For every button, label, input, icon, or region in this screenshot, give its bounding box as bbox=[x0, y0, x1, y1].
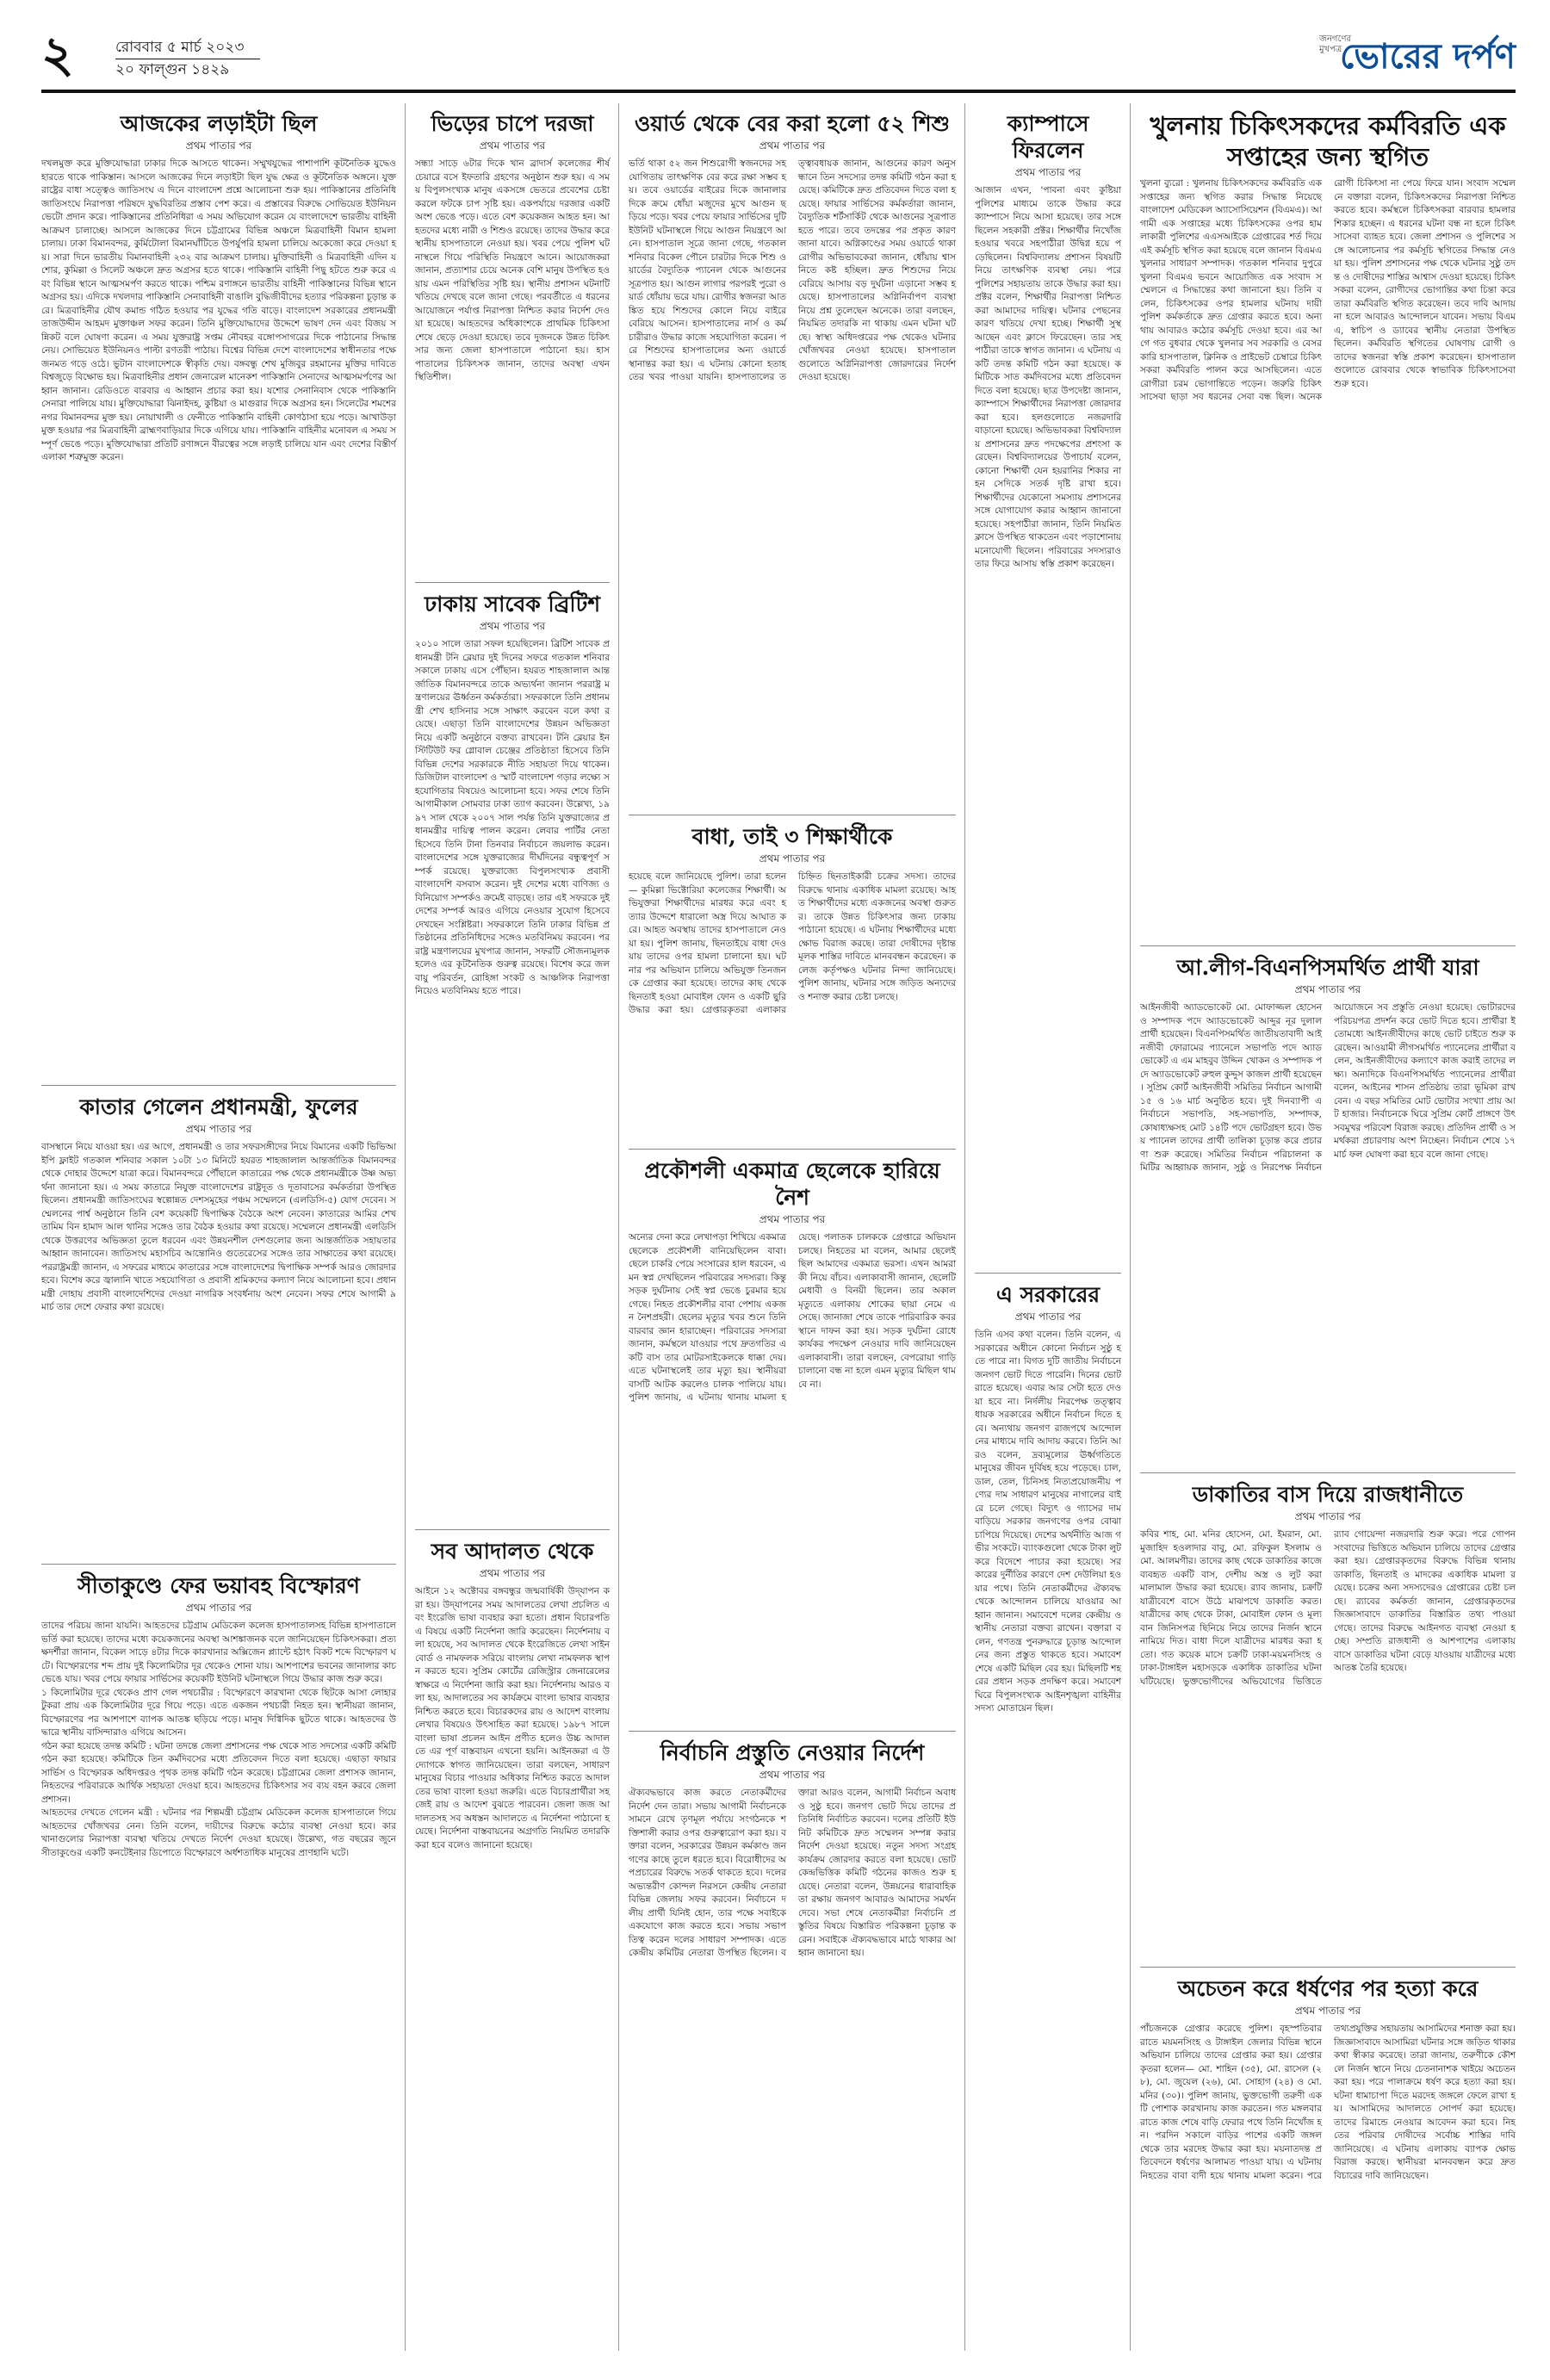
date-bengali: ২০ ফাল্গুন ১৪২৯ bbox=[115, 61, 230, 78]
article-body: তাদের পরিচয় জানা যায়নি। আহতদের চট্টগ্রাম মেডিকেল কলেজ হাসপাতালসহ বিভিন্ন হাসপাতালে ভর্তি করা হয়েছে। তাদের মধ্যে কয়েকজনের অবস্থা আশঙ্কাজনক বলে জানিয়েছেন চিকিৎসকরা। প্রত্যক্ষদর্শীরা জানান, বিকেল সাড়ে ৪টার দিকে কারখানার অক্সিজেন প্ল্যান্টে হঠাৎ বিকট শব্দে বিস্ফোরণ ঘটে। বিস্ফোরণের শব্দ প্রায় দুই কিলোমিটার দূর থেকেও শোনা যায়। আশপাশের ভবনের জানালার কাচ ভেঙে যায়। খবর পেয়ে ফায়ার সার্ভিসের কয়েকটি ইউনিট ঘটনাস্থলে গিয়ে উদ্ধার কাজ শুরু করে। ১ কিলোমিটার দূরে থেকেও প্রাণ গেল পথচারীর : বিস্ফোরণে কারখানা থেকে ছিটকে আসা লোহার টুকরা প্রায় এক কিলোমিটার দূরে গিয়ে পড়ে। এতে একজন পথচারী নিহত হন। স্থানীয়রা জানান, বিস্ফোরণের পর আশপাশে ব্যাপক আতঙ্ক ছড়িয়ে পড়ে। মানুষ দিগ্বিদিক ছুটতে থাকে। আহতদের উদ্ধারে স্থানীয় বাসিন্দারাও এগিয়ে আসেন। গঠন করা হয়েছে তদন্ত কমিটি : ঘটনা তদন্তে জেলা প্রশাসনের পক্ষ থেকে সাত সদস্যের একটি কমিটি গঠন করা হয়েছে। কমিটিকে তিন কর্মদিবসের মধ্যে প্রতিবেদন দিতে বলা হয়েছে। এছাড়া ফায়ার সার্ভিস ও বিস্ফোরক অধিদপ্তরও পৃথক তদন্ত কমিটি গঠন করেছে। চট্টগ্রামের জেলা প্রশাসক জানান, নিহতদের পরিবারকে আর্থিক সহায়তা দেওয়া হবে। আহতদের চিকিৎসার সব ব্যয় বহন করবে জেলা প্রশাসন। আহতদের দেখতে গেলেন মন্ত্রী : ঘটনার পর শিল্পমন্ত্রী চট্টগ্রাম মেডিকেল কলেজ হাসপাতালে গিয়ে আহতদের খোঁজখবর নেন। তিনি বলেন, দায়ীদের বিরুদ্ধে কঠোর ব্যবস্থা নেওয়া হবে। কারখানাগুলোর নিরাপত্তা ব্যবস্থা খতিয়ে দেখতে নির্দেশ দেওয়া হয়েছে। উল্লেখ্য, গত বছরের জুনে সীতাকুণ্ডের একটি কনটেইনার ডিপোতে বিস্ফোরণে অর্ধশতাধিক মানুষের প্রাণহানি ঘটে। bbox=[41, 1621, 396, 1858]
article-campus-return bbox=[975, 110, 1125, 1266]
article-body: তিনি এসব কথা বলেন। তিনি বলেন, এ সরকারের অধীনে কোনো নির্বাচন সুষ্ঠু হতে পারে না। বিগত দুটি জাতীয় নির্বাচনে জনগণ ভোট দিতে পারেনি। দিনের ভোট রাতে হয়েছে। এবার আর সেটা হতে দেওয়া হবে না। নির্দলীয় নিরপেক্ষ তত্ত্বাবধায়ক সরকারের অধীনে নির্বাচন দিতে হবে। অন্যথায় জনগণ রাজপথে আন্দোলনের মাধ্যমে দাবি আদায় করবে। তিনি আরও বলেন, দ্রব্যমূল্যের ঊর্ধ্বগতিতে মানুষের জীবন দুর্বিষহ হয়ে পড়েছে। চাল, ডাল, তেল, চিনিসহ নিত্যপ্রয়োজনীয় পণ্যের দাম সাধারণ মানুষের নাগালের বাইরে চলে গেছে। বিদ্যুৎ ও গ্যাসের দাম বাড়িয়ে সরকার জনগণের ওপর বোঝা চাপিয়ে দিয়েছে। দেশের অর্থনীতি আজ গভীর সংকটে। ব্যাংকগুলো থেকে টাকা লুট করে বিদেশে পাচার করা হয়েছে। সরকারের দুর্নীতির কারণে দেশ দেউলিয়া হওয়ার পথে। তিনি নেতাকর্মীদের ঐক্যবদ্ধ থেকে আন্দোলন চালিয়ে যাওয়ার আহ্বান জানান। সমাবেশে দলের কেন্দ্রীয় ও স্থানীয় নেতারা বক্তব্য রাখেন। বক্তারা বলেন, গণতন্ত্র পুনরুদ্ধারে চূড়ান্ত আন্দোলনের জন্য প্রস্তুত থাকতে হবে। সমাবেশ শেষে একটি মিছিল বের হয়। মিছিলটি শহরের প্রধান সড়ক প্রদক্ষিণ করে। সমাবেশ ঘিরে বিপুলসংখ্যক আইনশৃঙ্খলা বাহিনীর সদস্য মোতায়েন ছিল। bbox=[975, 1329, 1125, 1714]
section-divider bbox=[975, 1273, 1121, 1274]
column-divider bbox=[405, 103, 406, 2351]
article-robbery-bus bbox=[1140, 1481, 1519, 1960]
article-engineer-son bbox=[629, 1157, 959, 1724]
article-byline: প্রথম পাতার পর bbox=[1294, 1510, 1361, 1522]
article-byline: প্রথম পাতার পর bbox=[185, 1123, 252, 1135]
section-divider bbox=[629, 1149, 956, 1150]
article-body: ঐক্যবদ্ধভাবে কাজ করতে নেতাকর্মীদের নির্দেশ দেন তারা। সভায় আগামী নির্বাচনকে সামনে রেখে তৃণমূল পর্যায়ে সংগঠনকে শক্তিশালী করার ওপর গুরুত্বারোপ করা হয়। বক্তারা বলেন, সরকারের উন্নয়ন কর্মকাণ্ড জনগণের কাছে তুলে ধরতে হবে। বিরোধীদের অপপ্রচারের বিরুদ্ধে সতর্ক থাকতে হবে। দলের অভ্যন্তরীণ কোন্দল নিরসনে কেন্দ্রীয় নেতারা বিভিন্ন জেলায় সফর করবেন। নির্বাচনে দলীয় প্রার্থী যিনিই হোন, তার পক্ষে সবাইকে একযোগে কাজ করতে হবে। সভায় সভাপতিত্ব করেন দলের সাধারণ সম্পাদক। এতে কেন্দ্রীয় কমিটির নেতারা উপস্থিত ছিলেন। বক্তারা আরও বলেন, আগামী নির্বাচন অবাধ ও সুষ্ঠু হবে। জনগণ ভোট দিয়ে তাদের প্রতিনিধি নির্বাচিত করবেন। দলের প্রতিটি ইউনিট কমিটিকে দ্রুত সম্মেলন সম্পন্ন করার নির্দেশ দেওয়া হয়েছে। নতুন সদস্য সংগ্রহ কার্যক্রম জোরদার করতে বলা হয়েছে। ভোটকেন্দ্রভিত্তিক কমিটি গঠনের কাজও শুরু হয়েছে। নেতারা বলেন, উন্নয়নের ধারাবাহিকতা রক্ষায় জনগণ আবারও আমাদের সমর্থন দেবে। সভা শেষে নেতাকর্মীরা নির্বাচনি প্রস্তুতির বিষয়ে বিস্তারিত পরিকল্পনা চূড়ান্ত করেন। সবাইকে ঐক্যবদ্ধভাবে মাঠে থাকার আহ্বান জানানো হয়। bbox=[629, 1788, 959, 1958]
article-body: সন্ধ্যা সাড়ে ৬টার দিকে খান ব্রাদার্স কলেজের শীর্ষচেয়ারে বসে ইফতারি গ্রহণের অনুষ্ঠান শুরু হয়। এ সময় বিপুলসংখ্যক মানুষ একসঙ্গে ভেতরে প্রবেশের চেষ্টা করলে ফটকে চাপ সৃষ্টি হয়। একপর্যায়ে দরজার একটি অংশ ভেঙে পড়ে। এতে বেশ কয়েকজন আহত হন। আহতদের মধ্যে নারী ও শিশুও রয়েছে। তাদের উদ্ধার করে স্থানীয় হাসপাতালে নেওয়া হয়। খবর পেয়ে পুলিশ ঘটনাস্থলে গিয়ে পরিস্থিতি নিয়ন্ত্রণে আনে। আয়োজকরা জানান, প্রত্যাশার চেয়ে অনেক বেশি মানুষ উপস্থিত হওয়ায় এমন পরিস্থিতির সৃষ্টি হয়। স্থানীয় প্রশাসন ঘটনাটি খতিয়ে দেখছে বলে জানা গেছে। পরবর্তীতে এ ধরনের আয়োজনে পর্যাপ্ত নিরাপত্তা নিশ্চিত করার নির্দেশ দেওয়া হয়েছে। আহতদের অধিকাংশকে প্রাথমিক চিকিৎসা শেষে ছেড়ে দেওয়া হয়েছে। তবে দুজনকে উন্নত চিকিৎসার জন্য জেলা হাসপাতালে পাঠানো হয়। হাসপাতালের চিকিৎসক জানান, তাদের অবস্থা এখন স্থিতিশীল। bbox=[415, 158, 613, 382]
article-headline: সব আদালত থেকে bbox=[431, 1539, 594, 1564]
article-byline: প্রথম পাতার পর bbox=[1294, 983, 1361, 995]
article-headline: নির্বাচনি প্রস্তুতি নেওয়ার নির্দেশ bbox=[660, 1740, 925, 1765]
date-gregorian: রোববার ৫ মার্চ ২০২৩ bbox=[115, 39, 245, 56]
article-byline: প্রথম পাতার পর bbox=[759, 852, 826, 865]
section-divider bbox=[415, 582, 610, 583]
article-election-prep bbox=[629, 1739, 959, 2351]
article-byline: প্রথম পাতার পর bbox=[1294, 2005, 1361, 2017]
article-body: আজান এখন, 'পাবনা এবং কুষ্টিয়া পুলিশের মাধ্যমে তাকে উদ্ধার করে ক্যাম্পাসে নিয়ে আসা হয়েছে। তার সঙ্গে ছিলেন সহকারী প্রক্টর। শিক্ষার্থীর নিখোঁজ হওয়ার খবরে সহপাঠীরা উদ্বিগ্ন হয়ে পড়েছিলেন। বিশ্ববিদ্যালয় প্রশাসন বিষয়টি নিয়ে তাৎক্ষণিক ব্যবস্থা নেয়। পরে পুলিশের সহায়তায় তাকে উদ্ধার করা হয়। প্রক্টর বলেন, শিক্ষার্থীর নিরাপত্তা নিশ্চিত করা আমাদের দায়িত্ব। ঘটনার পেছনের কারণ খতিয়ে দেখা হচ্ছে। শিক্ষার্থী সুস্থ আছেন এবং ক্লাসে ফিরেছেন। তার সহপাঠীরা তাকে স্বাগত জানান। এ ঘটনায় একটি তদন্ত কমিটি গঠন করা হয়েছে। কমিটিকে সাত কর্মদিবসের মধ্যে প্রতিবেদন দিতে বলা হয়েছে। ছাত্র উপদেষ্টা জানান, ক্যাম্পাসে শিক্ষার্থীদের নিরাপত্তা জোরদার করা হবে। হলগুলোতে নজরদারি বাড়ানো হয়েছে। অভিভাবকরা বিশ্ববিদ্যালয় প্রশাসনের দ্রুত পদক্ষেপের প্রশংসা করেছেন। বিশ্ববিদ্যালয়ের উপাচার্য বলেন, কোনো শিক্ষার্থী যেন হয়রানির শিকার না হন সেদিকে সতর্ক দৃষ্টি রাখা হবে। শিক্ষার্থীদের যেকোনো সমস্যায় প্রশাসনের সঙ্গে যোগাযোগ করার আহ্বান জানানো হয়েছে। সহপাঠীরা জানান, তিনি নিয়মিত ক্লাসে উপস্থিত থাকতেন এবং পড়াশোনায় মনোযোগী ছিলেন। পরিবারের সদস্যরাও তার ফিরে আসায় স্বস্তি প্রকাশ করেছেন। bbox=[975, 185, 1125, 569]
article-byline: প্রথম পাতার পর bbox=[479, 139, 546, 152]
article-three-students bbox=[629, 823, 959, 1142]
article-byline: প্রথম পাতার পর bbox=[185, 1602, 252, 1614]
section-divider bbox=[41, 1085, 396, 1086]
article-headline: অচেতন করে ধর্ষণের পর হত্যা করে bbox=[1177, 1976, 1479, 2001]
article-sitakunda-blast bbox=[41, 1572, 396, 2351]
article-headline: ভিড়ের চাপে দরজা bbox=[431, 111, 594, 136]
logo-tagline: জনগণের মুখপত্র bbox=[1319, 34, 1352, 54]
column-divider bbox=[1130, 103, 1131, 2351]
section-divider bbox=[41, 1564, 396, 1565]
article-body: আইনজীবী অ্যাডভোকেট মো. মোফাজ্জল হোসেন ও সম্পাদক পদে অ্যাডভোকেট আব্দুর নূর দুলাল প্রার্থী হয়েছেন। বিএনপিসমর্থিত জাতীয়তাবাদী আইনজীবী ফোরামের প্যানেলে সভাপতি পদে অ্যাডভোকেট এ এম মাহবুব উদ্দিন খোকন ও সম্পাদক পদে অ্যাডভোকেট রুহুল কুদ্দুস কাজল প্রার্থী হয়েছেন। সুপ্রিম কোর্ট আইনজীবী সমিতির নির্বাচন আগামী ১৫ ও ১৬ মার্চ অনুষ্ঠিত হবে। দুই দিনব্যাপী এ নির্বাচনে সভাপতি, সহ-সভাপতি, সম্পাদক, কোষাধ্যক্ষসহ মোট ১৪টি পদে ভোটগ্রহণ হবে। উভয় প্যানেল তাদের প্রার্থী তালিকা চূড়ান্ত করে প্রচারণা শুরু করেছে। সমিতির নির্বাচন পরিচালনা কমিটির আহ্বায়ক জানান, সুষ্ঠু ও নিরপেক্ষ নির্বাচন আয়োজনে সব প্রস্তুতি নেওয়া হয়েছে। ভোটারদের পরিচয়পত্র প্রদর্শন করে ভোট দিতে হবে। প্রার্থীরা ইতোমধ্যে আইনজীবীদের কাছে ভোট চাইতে শুরু করেছেন। আওয়ামী লীগসমর্থিত প্যানেলের প্রার্থীরা বলেন, আইনজীবীদের কল্যাণে কাজ করাই তাদের লক্ষ্য। অন্যদিকে বিএনপিসমর্থিত প্যানেলের প্রার্থীরা বলেন, আইনের শাসন প্রতিষ্ঠায় তারা ভূমিকা রাখবেন। এ বছর সমিতির মোট ভোটার সংখ্যা প্রায় আট হাজার। নির্বাচনকে ঘিরে সুপ্রিম কোর্ট প্রাঙ্গণে উৎসবমুখর পরিবেশ বিরাজ করছে। প্রতিদিন প্রার্থী ও সমর্থকরা প্রচারণায় অংশ নিচ্ছেন। নির্বাচন শেষে ১৭ মার্চ ফল ঘোষণা করা হবে বলে জানা গেছে। bbox=[1140, 1002, 1519, 1173]
article-body: হয়েছে বলে জানিয়েছে পুলিশ। তারা হলেন— কুমিল্লা ভিক্টোরিয়া কলেজের শিক্ষার্থী। অভিযুক্তরা শিক্ষার্থীদের মারধর করে এবং হত্যার উদ্দেশে ধারালো অস্ত্র দিয়ে আঘাত করে। আহত অবস্থায় তাদের হাসপাতালে নেওয়া হয়। পুলিশ জানায়, ছিনতাইয়ে বাধা দেওয়ায় তাদের ওপর হামলা চালানো হয়। ঘটনার পর অভিযান চালিয়ে অভিযুক্ত তিনজনকে গ্রেপ্তার করা হয়েছে। তাদের কাছ থেকে ছিনতাই হওয়া মোবাইল ফোন ও একটি ছুরি উদ্ধার করা হয়। গ্রেপ্তারকৃতরা এলাকার চিহ্নিত ছিনতাইকারী চক্রের সদস্য। তাদের বিরুদ্ধে থানায় একাধিক মামলা রয়েছে। আহত শিক্ষার্থীদের মধ্যে একজনের অবস্থা গুরুতর। তাকে উন্নত চিকিৎসার জন্য ঢাকায় পাঠানো হয়েছে। এ ঘটনায় শিক্ষার্থীদের মধ্যে ক্ষোভ বিরাজ করছে। তারা দোষীদের দৃষ্টান্তমূলক শাস্তির দাবিতে মানববন্ধন করেছেন। কলেজ কর্তৃপক্ষও ঘটনার নিন্দা জানিয়েছে। পুলিশ জানায়, ঘটনার সঙ্গে জড়িত অন্যদেরও শনাক্ত করার চেষ্টা চলছে। bbox=[629, 871, 959, 1015]
article-headline: খুলনায় চিকিৎসকদের কর্মবিরতি এক সপ্তাহের জন্য স্থগিত bbox=[1150, 111, 1506, 171]
article-byline: প্রথম পাতার পর bbox=[759, 1213, 826, 1225]
article-body: বাসস্থানে নিয়ে যাওয়া হয়। এর আগে, প্রধানমন্ত্রী ও তার সফরসঙ্গীদের নিয়ে বিমানের একটি ভিভিআইপি ফ্লাইট গতকাল শনিবার সকাল ১০টা ১৩ মিনিটে হযরত শাহজালাল আন্তর্জাতিক বিমানবন্দর থেকে দোহার উদ্দেশে যাত্রা করে। বিমানবন্দরে পৌঁছালে কাতারের পক্ষ থেকে প্রধানমন্ত্রীকে উষ্ণ অভ্যর্থনা জানানো হয়। এ সময় কাতারে নিযুক্ত বাংলাদেশের রাষ্ট্রদূত ও দূতাবাসের কর্মকর্তারা উপস্থিত ছিলেন। প্রধানমন্ত্রী জাতিসংঘের স্বল্পোন্নত দেশসমূহের পঞ্চম সম্মেলনে (এলডিসি-৫) যোগ দেবেন। সম্মেলনের পার্শ্ব অনুষ্ঠানে তিনি বেশ কয়েকটি দ্বিপাক্ষিক বৈঠকে অংশ নেবেন। কাতারের আমির শেখ তামিম বিন হামাদ আল থানির সঙ্গেও তার বৈঠক হওয়ার কথা রয়েছে। সম্মেলনে প্রধানমন্ত্রী এলডিসি থেকে উত্তরণের অভিজ্ঞতা তুলে ধরবেন এবং উন্নয়নশীল দেশগুলোর জন্য আন্তর্জাতিক সহায়তার আহ্বান জানাবেন। জাতিসংঘ মহাসচিব আন্তোনিও গুতেরেসের সঙ্গেও তার সাক্ষাতের কথা রয়েছে। পররাষ্ট্রমন্ত্রী জানান, এ সফরের মাধ্যমে কাতারের সঙ্গে বাংলাদেশের দ্বিপাক্ষিক সম্পর্ক আরও জোরদার হবে। বিশেষ করে জ্বালানি খাতে সহযোগিতা ও প্রবাসী শ্রমিকদের কল্যাণ নিয়ে আলোচনা হবে। প্রধানমন্ত্রী দোহায় প্রবাসী বাংলাদেশিদের দেওয়া নাগরিক সংবর্ধনায় অংশ নেবেন। সফর শেষে আগামী ৯ মার্চ তার দেশে ফেরার কথা রয়েছে। bbox=[41, 1142, 400, 1312]
header-rule bbox=[41, 90, 1516, 93]
article-body: অন্যের দেনা করে লেখাপড়া শিখিয়ে একমাত্র ছেলেকে প্রকৌশলী বানিয়েছিলেন বাবা। ছেলে চাকরি পেয়ে সংসারের হাল ধরবেন, এমন স্বপ্ন দেখছিলেন পরিবারের সদস্যরা। কিন্তু সড়ক দুর্ঘটনায় সেই স্বপ্ন ভেঙে চুরমার হয়ে গেছে। নিহত প্রকৌশলীর বাবা পেশায় একজন নৈশপ্রহরী। ছেলের মৃত্যুর খবর শুনে তিনি বারবার জ্ঞান হারাচ্ছেন। পরিবারের সদস্যরা জানান, কর্মস্থলে যাওয়ার পথে দ্রুতগতির একটি বাস তার মোটরসাইকেলকে ধাক্কা দেয়। এতে ঘটনাস্থলেই তার মৃত্যু হয়। স্থানীয়রা বাসটি আটক করলেও চালক পালিয়ে যায়। পুলিশ জানায়, এ ঘটনায় থানায় মামলা হয়েছে। পলাতক চালককে গ্রেপ্তারে অভিযান চলছে। নিহতের মা বলেন, আমার ছেলেই ছিল আমাদের একমাত্র ভরসা। এখন আমরা কী নিয়ে বাঁচব। এলাকাবাসী জানান, ছেলেটি মেধাবী ও বিনয়ী ছিলেন। তার অকাল মৃত্যুতে এলাকায় শোকের ছায়া নেমে এসেছে। জানাজা শেষে তাকে পারিবারিক কবরস্থানে দাফন করা হয়। সড়ক দুর্ঘটনা রোধে কার্যকর পদক্ষেপ নেওয়ার দাবি জানিয়েছেন এলাকাবাসী। তারা বলছেন, বেপরোয়া গাড়ি চালানো বন্ধ না হলে এমন মৃত্যুর মিছিল থামবে না। bbox=[629, 1232, 959, 1403]
article-headline: কাতার গেলেন প্রধানমন্ত্রী, ফুলের bbox=[79, 1094, 358, 1119]
article-body: ২০১০ সালে তারা সফল হয়েছিলেন। ব্রিটিশ সাবেক প্রধানমন্ত্রী টনি ব্লেয়ার দুই দিনের সফরে গতকাল শনিবার সকালে ঢাকায় এসে পৌঁছান। হযরত শাহজালাল আন্তর্জাতিক বিমানবন্দরে তাকে অভ্যর্থনা জানান পররাষ্ট্র মন্ত্রণালয়ের ঊর্ধ্বতন কর্মকর্তারা। সফরকালে তিনি প্রধানমন্ত্রী শেখ হাসিনার সঙ্গে সাক্ষাৎ করবেন বলে কথা রয়েছে। এছাড়া তিনি বাংলাদেশের উন্নয়ন অভিজ্ঞতা নিয়ে একটি অনুষ্ঠানে বক্তব্য রাখবেন। টনি ব্লেয়ার ইনস্টিটিউট ফর গ্লোবাল চেঞ্জের প্রতিষ্ঠাতা হিসেবে তিনি বিভিন্ন দেশের সরকারকে নীতি সহায়তা দিয়ে থাকেন। ডিজিটাল বাংলাদেশ ও স্মার্ট বাংলাদেশ গড়ার লক্ষ্যে সহযোগিতার বিষয়েও আলোচনা হবে। সফর শেষে তিনি আগামীকাল সোমবার ঢাকা ত্যাগ করবেন। উল্লেখ্য, ১৯৯৭ সাল থেকে ২০০৭ সাল পর্যন্ত তিনি যুক্তরাজ্যের প্রধানমন্ত্রীর দায়িত্ব পালন করেন। লেবার পার্টির নেতা হিসেবে তিনি টানা তিনবার নির্বাচনে জয়লাভ করেন। বাংলাদেশের সঙ্গে যুক্তরাজ্যের দীর্ঘদিনের বন্ধুত্বপূর্ণ সম্পর্ক রয়েছে। যুক্তরাজ্যে বিপুলসংখ্যক প্রবাসী বাংলাদেশি বসবাস করেন। দুই দেশের মধ্যে বাণিজ্য ও বিনিয়োগ সম্পর্কও ক্রমেই বাড়ছে। তার এই সফরকে দুই দেশের সম্পর্ক আরও এগিয়ে নেওয়ার সুযোগ হিসেবে দেখছেন সংশ্লিষ্টরা। সফরকালে তিনি ঢাকার বিভিন্ন প্রতিষ্ঠানের প্রতিনিধিদের সঙ্গেও মতবিনিময় করবেন। পররাষ্ট্র মন্ত্রণালয়ের মুখপাত্র জানান, সফরটি সৌজন্যমূলক হলেও এর কূটনৈতিক গুরুত্ব রয়েছে। বিশেষ করে জলবায়ু পরিবর্তন, রোহিঙ্গা সংকট ও আঞ্চলিক নিরাপত্তা নিয়েও মতবিনিময় হতে পারে। bbox=[415, 639, 613, 996]
article-body: কবির শাহ, মো. মনির হোসেন, মো. ইমরান, মো. মুজাহিদ হওলাদার বাবু, মো. রফিকুল ইসলাম ও মো. আলমগীর। তাদের কাছ থেকে ডাকাতির কাজে ব্যবহৃত একটি বাস, দেশীয় অস্ত্র ও লুট করা মালামাল উদ্ধার করা হয়েছে। র‍্যাব জানায়, চক্রটি যাত্রীবেশে বাসে উঠে মাঝপথে ডাকাতি করত। যাত্রীদের কাছ থেকে টাকা, মোবাইল ফোন ও মূল্যবান জিনিসপত্র ছিনিয়ে নিয়ে তাদের নির্জন স্থানে নামিয়ে দিত। বাধা দিলে যাত্রীদের মারধর করা হতো। গত কয়েক মাসে চক্রটি ঢাকা-ময়মনসিংহ ও ঢাকা-টাঙ্গাইল মহাসড়কে একাধিক ডাকাতির ঘটনা ঘটিয়েছে। ভুক্তভোগীদের অভিযোগের ভিত্তিতে র‍্যাব গোয়েন্দা নজরদারি শুরু করে। পরে গোপন সংবাদের ভিত্তিতে অভিযান চালিয়ে তাদের গ্রেপ্তার করা হয়। গ্রেপ্তারকৃতদের বিরুদ্ধে বিভিন্ন থানায় ডাকাতি, ছিনতাই ও মাদকের একাধিক মামলা রয়েছে। চক্রের অন্য সদস্যদেরও গ্রেপ্তারের চেষ্টা চলছে। র‍্যাবের কর্মকর্তা জানান, গ্রেপ্তারকৃতদের জিজ্ঞাসাবাদে ডাকাতির বিস্তারিত তথ্য পাওয়া গেছে। তাদের বিরুদ্ধে আইনগত ব্যবস্থা নেওয়া হচ্ছে। সম্প্রতি রাজধানী ও আশপাশের এলাকায় বাসে ডাকাতির ঘটনা বেড়ে যাওয়ায় যাত্রীদের মধ্যে আতঙ্ক তৈরি হয়েছে। bbox=[1140, 1529, 1519, 1687]
article-headline: এ সরকারের bbox=[995, 1282, 1100, 1307]
newspaper-logo bbox=[1312, 29, 1516, 86]
article-pm-qatar bbox=[41, 1094, 400, 1557]
article-headline: প্রকৌশলী একমাত্র ছেলেকে হারিয়ে নৈশ bbox=[644, 1158, 940, 1210]
logo-name: ভোরের দর্পণ bbox=[1340, 36, 1516, 77]
article-byline: প্রথম পাতার পর bbox=[1014, 166, 1082, 178]
article-headline: ওয়ার্ড থেকে বের করা হলো ৫২ শিশু bbox=[634, 111, 951, 136]
section-divider bbox=[1140, 1967, 1516, 1968]
article-body: পাঁচজনকে গ্রেপ্তার করেছে পুলিশ। বৃহস্পতিবার রাতে ময়মনসিংহ ও টাঙ্গাইল জেলার বিভিন্ন স্থানে অভিযান চালিয়ে তাদের গ্রেপ্তার করা হয়। গ্রেপ্তারকৃতরা হলেন— মো. শাহিন (৩৫), মো. রাসেল (২৮), মো. জুয়েল (২৬), মো. সোহাগ (২৪) ও মো. মনির (৩০)। পুলিশ জানায়, ভুক্তভোগী তরুণী একটি পোশাক কারখানায় কাজ করতেন। গত মঙ্গলবার রাতে কাজ শেষে বাড়ি ফেরার পথে তিনি নিখোঁজ হন। পরদিন সকালে বাড়ির পাশের একটি জঙ্গল থেকে তার মরদেহ উদ্ধার করা হয়। ময়নাতদন্ত প্রতিবেদনে ধর্ষণের আলামত পাওয়া যায়। এ ঘটনায় নিহতের বাবা বাদী হয়ে থানায় মামলা করেন। পরে তথ্যপ্রযুক্তির সহায়তায় আসামিদের শনাক্ত করা হয়। জিজ্ঞাসাবাদে আসামিরা ঘটনার সঙ্গে জড়িত থাকার কথা স্বীকার করেছে। তারা জানায়, তরুণীকে কৌশলে নির্জন স্থানে নিয়ে চেতনানাশক খাইয়ে অচেতন করা হয়। পরে পালাক্রমে ধর্ষণ করে হত্যা করা হয়। ঘটনা ধামাচাপা দিতে মরদেহ জঙ্গলে ফেলে রাখা হয়। আসামিদের আদালতে সোপর্দ করা হয়েছে। তাদের রিমান্ডে নেওয়ার আবেদন করা হবে। নিহতের পরিবার দোষীদের সর্বোচ্চ শাস্তির দাবি জানিয়েছে। এ ঘটনায় এলাকায় ব্যাপক ক্ষোভ বিরাজ করছে। স্থানীয়রা মানববন্ধন করে দ্রুত বিচারের দাবি জানিয়েছেন। bbox=[1140, 2024, 1519, 2181]
article-headline: আ.লীগ-বিএনপিসমর্থিত প্রার্থী যারা bbox=[1176, 955, 1479, 980]
article-headline: ঢাকায় সাবেক ব্রিটিশ bbox=[425, 592, 600, 617]
article-body: আইনে ১২ অক্টোবর বঙ্গবন্ধুর জন্মবার্ষিকী উদ্‌যাপন করা হয়। উদ্‌যাপনের সময় আদালতের লেখা প্রচলিত এবং ইংরেজি ভাষা ব্যবহার করা হতো। প্রধান বিচারপতি এ বিষয়ে একটি নির্দেশনা জারি করেছেন। নির্দেশনায় বলা হয়েছে, সব আদালত থেকে ইংরেজিতে লেখা সাইনবোর্ড ও নামফলক সরিয়ে বাংলায় লেখা নামফলক স্থাপন করতে হবে। সুপ্রিম কোর্টের রেজিস্ট্রার জেনারেলের স্বাক্ষরে এ নির্দেশনা জারি করা হয়। নির্দেশনায় আরও বলা হয়, আদালতের সব কার্যক্রমে বাংলা ভাষার ব্যবহার নিশ্চিত করতে হবে। বিচারকদের রায় ও আদেশ বাংলায় লেখার বিষয়েও উৎসাহিত করা হয়েছে। ১৯৮৭ সালে বাংলা ভাষা প্রচলন আইন প্রণীত হলেও উচ্চ আদালতে এর পূর্ণ বাস্তবায়ন এখনো হয়নি। আইনজ্ঞরা এ উদ্যোগকে স্বাগত জানিয়েছেন। তারা বলছেন, সাধারণ মানুষের বিচার পাওয়ার অধিকার নিশ্চিত করতে আদালতের ভাষা বাংলা হওয়া জরুরি। এতে বিচারপ্রার্থীরা সহজেই রায় ও আদেশ বুঝতে পারবেন। জেলা জজ আদালতসহ সব অধস্তন আদালতে এ নির্দেশনা পাঠানো হয়েছে। নির্দেশনা বাস্তবায়নের অগ্রগতি নিয়মিত তদারকি করা হবে বলেও জানানো হয়েছে। bbox=[415, 1586, 613, 1850]
article-byline: প্রথম পাতার পর bbox=[759, 1769, 826, 1781]
section-divider bbox=[415, 1529, 610, 1530]
article-body: দখলমুক্ত করে মুক্তিযোদ্ধারা ঢাকার দিকে আসতে থাকেন। সম্মুখযুদ্ধের পাশাপাশি কূটনৈতিক যুদ্ধেও হারতে থাকে পাকিস্তান। আসলে আজকের দিনে লড়াইটা ছিল যুদ্ধ ক্ষেত্র ও কূটনৈতিক অঙ্গনে। যুক্তরাষ্ট্রের বাধা সত্ত্বেও জাতিসংঘ এ দিনে বাংলাদেশ প্রশ্নে আলোচনা শুরু হয়। পাকিস্তানের প্রতিনিধি জাতিসংঘে নিরাপত্তা পরিষদে যুদ্ধবিরতির প্রস্তাব পেশ করে। এ প্রস্তাবের বিরুদ্ধে সোভিয়েত ইউনিয়ন ভেটো প্রদান করে। পাকিস্তানের প্রতিনিধিরা এ সময় অভিযোগ করেন যে বাংলাদেশে ভারতীয় বাহিনী আক্রমণ চালাচ্ছে। আসলে আজকের দিনে চট্টগ্রামের বিভিন্ন অঞ্চলে মিত্রবাহিনী বিমান হামলা চালায়। ঢাকা বিমানবন্দর, কুর্মিটোলা বিমানঘাঁটিতে উপর্যুপরি হামলা চালিয়ে অকেজো করে দেওয়া হয়। সারা দিনে ভারতীয় বিমানবাহিনী ২৩২ বার আক্রমণ চালায়। মুক্তিবাহিনী ও মিত্রবাহিনী এদিন যশোর, কুমিল্লা ও সিলেট অঞ্চলে দ্রুত অগ্রসর হতে থাকে। পাকিস্তানি বাহিনী পিছু হটতে শুরু করে এবং বিভিন্ন স্থানে আত্মসমর্পণ করতে থাকে। পশ্চিম রণাঙ্গনে ভারতীয় বাহিনী পাকিস্তানের বিভিন্ন স্থানে অগ্রসর হয়। এদিকে দখলদার পাকিস্তানি সেনাবাহিনী বাঙালি বুদ্ধিজীবীদের হত্যার পরিকল্পনা চূড়ান্ত করে। মিত্রবাহিনীর যৌথ কমান্ড গঠিত হওয়ার পর যুদ্ধের গতি বাড়ে। বাংলাদেশ সরকারের প্রধানমন্ত্রী তাজউদ্দীন আহমদ মুক্তাঞ্চল সফর করেন। তিনি মুক্তিযোদ্ধাদের উদ্দেশে ভাষণ দেন এবং বিজয় সন্নিকট বলে ঘোষণা করেন। এ সময় যুক্তরাষ্ট্র সপ্তম নৌবহর বঙ্গোপসাগরের দিকে পাঠানোর সিদ্ধান্ত নেয়। সোভিয়েত ইউনিয়নও পাল্টা রণতরী পাঠায়। বিশ্বের বিভিন্ন দেশে বাংলাদেশের স্বাধীনতার পক্ষে জনমত গড়ে ওঠে। ভুটান বাংলাদেশকে স্বীকৃতি দেয়। বঙ্গবন্ধু শেখ মুজিবুর রহমানের মুক্তির দাবিতে বিশ্বজুড়ে বিক্ষোভ হয়। মিত্রবাহিনীর প্রধান জেনারেল মানেকশ পাকিস্তানি সেনাদের আত্মসমর্পণের আহ্বান জানান। রেডিওতে বারবার এ আহ্বান প্রচার করা হয়। যশোর সেনানিবাস থেকে পাকিস্তানি সেনারা পালিয়ে যায়। মুক্তিযোদ্ধারা ঝিনাইদহ, কুষ্টিয়া ও মাগুরার দিকে অগ্রসর হন। সিলেটের শমশেরনগর বিমানবন্দর মুক্ত হয়। নোয়াখালী ও ফেনীতে পাকিস্তানি বাহিনী কোণঠাসা হয়ে পড়ে। আখাউড়া মুক্ত হওয়ার পর মিত্রবাহিনী ব্রাহ্মণবাড়িয়ার দিকে এগিয়ে যায়। পাকিস্তানি বাহিনীর মনোবল এ সময় সম্পূর্ণ ভেঙে পড়ে। মুক্তিযোদ্ধারা প্রতিটি রণাঙ্গনে বীরত্বের সঙ্গে লড়াই চালিয়ে যান এবং দেশের বিস্তীর্ণ এলাকা শত্রুমুক্ত করেন। bbox=[41, 158, 400, 462]
date-block bbox=[115, 38, 322, 80]
article-headline: ক্যাম্পাসে ফিরলেন bbox=[1007, 111, 1089, 163]
article-ward-children bbox=[629, 110, 959, 808]
article-byline: প্রথম পাতার পর bbox=[479, 1567, 546, 1579]
article-lawyers-election bbox=[1140, 954, 1519, 1466]
article-byline: প্রথম পাতার পর bbox=[759, 139, 826, 152]
article-headline: আজকের লড়াইটা ছিল bbox=[120, 111, 318, 136]
page-number: ২ bbox=[41, 25, 74, 84]
article-byline: প্রথম পাতার পর bbox=[185, 139, 252, 152]
article-ajker-lorai bbox=[41, 110, 400, 1078]
article-all-courts bbox=[415, 1538, 613, 2351]
section-divider bbox=[1140, 1472, 1516, 1473]
column-divider bbox=[964, 103, 965, 2351]
article-byline: প্রথম পাতার পর bbox=[479, 620, 546, 632]
article-headline: সীতাকুণ্ডে ফের ভয়াবহ বিস্ফোরণ bbox=[78, 1573, 360, 1598]
column-divider bbox=[618, 103, 619, 2351]
article-crowd-door bbox=[415, 110, 613, 575]
article-body: ভর্তি থাকা ৫২ জন শিশুরোগী স্বজনদের সহযোগিতায় তাৎক্ষণিক বের করে রক্ষা সম্ভব হয়। তবে ওয়ার্ডের বাইরের দিকে জানালার দিকে ক্রমে ধোঁয়া মজুদের মুখে আগুন ছড়িয়ে পড়ে। খবর পেয়ে ফায়ার সার্ভিসের দুটি ইউনিট ঘটনাস্থলে গিয়ে আগুন নিয়ন্ত্রণে আনে। হাসপাতাল সূত্রে জানা গেছে, গতকাল শনিবার বিকেল পৌনে চারটার দিকে শিশু ওয়ার্ডের বৈদ্যুতিক প্যানেল থেকে আগুনের সূত্রপাত হয়। আগুন লাগার পরপরই পুরো ওয়ার্ড ধোঁয়ায় ভরে যায়। রোগীর স্বজনরা আতঙ্কিত হয়ে শিশুদের কোলে নিয়ে বাইরে বেরিয়ে আসেন। হাসপাতালের নার্স ও কর্মচারীরাও উদ্ধার কাজে সহযোগিতা করেন। পরে শিশুদের হাসপাতালের অন্য ওয়ার্ডে স্থানান্তর করা হয়। এ ঘটনায় কোনো হতাহতের খবর পাওয়া যায়নি। হাসপাতালের তত্ত্বাবধায়ক জানান, আগুনের কারণ অনুসন্ধানে তিন সদস্যের তদন্ত কমিটি গঠন করা হয়েছে। কমিটিকে দ্রুত প্রতিবেদন দিতে বলা হয়েছে। ফায়ার সার্ভিসের কর্মকর্তারা জানান, বৈদ্যুতিক শর্টসার্কিট থেকে আগুনের সূত্রপাত হতে পারে। তবে তদন্তের পর প্রকৃত কারণ জানা যাবে। অগ্নিকাণ্ডের সময় ওয়ার্ডে থাকা রোগীর অভিভাবকেরা জানান, ধোঁয়ায় শ্বাস নিতে কষ্ট হচ্ছিল। দ্রুত শিশুদের নিয়ে বেরিয়ে আসায় বড় দুর্ঘটনা এড়ানো সম্ভব হয়েছে। হাসপাতালের অগ্নিনির্বাপণ ব্যবস্থা নিয়ে প্রশ্ন তুলেছেন অনেকে। তারা বলছেন, নিয়মিত তদারকি না থাকায় এমন ঘটনা ঘটছে। স্বাস্থ্য অধিদপ্তরের পক্ষ থেকেও ঘটনার খোঁজখবর নেওয়া হয়েছে। হাসপাতালগুলোতে অগ্নিনিরাপত্তা জোরদারের নির্দেশ দেওয়া হয়েছে। bbox=[629, 158, 959, 382]
masthead bbox=[41, 25, 1516, 86]
section-divider bbox=[1140, 945, 1516, 946]
article-rape-murder bbox=[1140, 1975, 1519, 2351]
article-headline: ডাকাতির বাস দিয়ে রাজধানীতে bbox=[1192, 1482, 1464, 1507]
article-headline: বাধা, তাই ৩ শিক্ষার্থীকে bbox=[691, 824, 893, 849]
article-body: খুলনা ব্যুরো : খুলনায় চিকিৎসকদের কর্মবিরতি এক সপ্তাহের জন্য স্থগিত করার সিদ্ধান্ত নিয়েছে বাংলাদেশ মেডিকেল অ্যাসোসিয়েশন (বিএমএ)। আগামী এক সপ্তাহের মধ্যে চিকিৎসকের ওপর হামলাকারী পুলিশের এএসআইকে গ্রেপ্তারের শর্ত দিয়ে এই কর্মসূচি স্থগিত করা হয়েছে বলে জানান বিএমএ খুলনার সাধারণ সম্পাদক। গতকাল শনিবার দুপুরে খুলনা বিএমএ ভবনে আয়োজিত এক সংবাদ সম্মেলনে এ সিদ্ধান্তের কথা জানানো হয়। তিনি বলেন, চিকিৎসকের ওপর হামলার ঘটনায় দায়ী পুলিশ কর্মকর্তাকে দ্রুত গ্রেপ্তার করতে হবে। অন্যথায় আবারও কঠোর কর্মসূচি দেওয়া হবে। এর আগে গত বুধবার থেকে খুলনার সব সরকারি ও বেসরকারি হাসপাতাল, ক্লিনিক ও প্রাইভেট চেম্বারে চিকিৎসকরা কর্মবিরতি পালন করে আসছিলেন। এতে রোগীরা চরম ভোগান্তিতে পড়েন। জরুরি চিকিৎসাসেবা ছাড়া সব ধরনের সেবা বন্ধ ছিল। অনেক রোগী চিকিৎসা না পেয়ে ফিরে যান। সংবাদ সম্মেলনে বক্তারা বলেন, চিকিৎসকদের নিরাপত্তা নিশ্চিত করতে হবে। কর্মস্থলে চিকিৎসকরা বারবার হামলার শিকার হচ্ছেন। এ ধরনের ঘটনা বন্ধ না হলে চিকিৎসাসেবা ব্যাহত হবে। জেলা প্রশাসন ও পুলিশের সঙ্গে আলোচনার পর কর্মসূচি স্থগিতের সিদ্ধান্ত নেওয়া হয়। পুলিশ প্রশাসনের পক্ষ থেকে ঘটনার সুষ্ঠু তদন্ত ও দোষীদের শাস্তির আশ্বাস দেওয়া হয়েছে। চিকিৎসকরা বলেন, রোগীদের ভোগান্তির কথা চিন্তা করে তারা কর্মবিরতি স্থগিত করেছেন। তবে দাবি আদায় না হলে আবারও আন্দোলনে যাবেন। সভায় বিএমএ, স্বাচিপ ও ড্যাবের স্থানীয় নেতারা উপস্থিত ছিলেন। কর্মবিরতি স্থগিতের ঘোষণায় রোগী ও তাদের স্বজনরা স্বস্তি প্রকাশ করেছেন। হাসপাতালগুলোতে রোববার থেকে স্বাভাবিক চিকিৎসাসেবা শুরু হবে। bbox=[1140, 178, 1519, 402]
section-divider bbox=[629, 1731, 956, 1732]
article-british-pm bbox=[415, 591, 613, 1522]
article-this-government bbox=[975, 1281, 1125, 2351]
article-byline: প্রথম পাতার পর bbox=[1014, 1311, 1082, 1323]
article-khulna-doctors bbox=[1140, 110, 1519, 939]
